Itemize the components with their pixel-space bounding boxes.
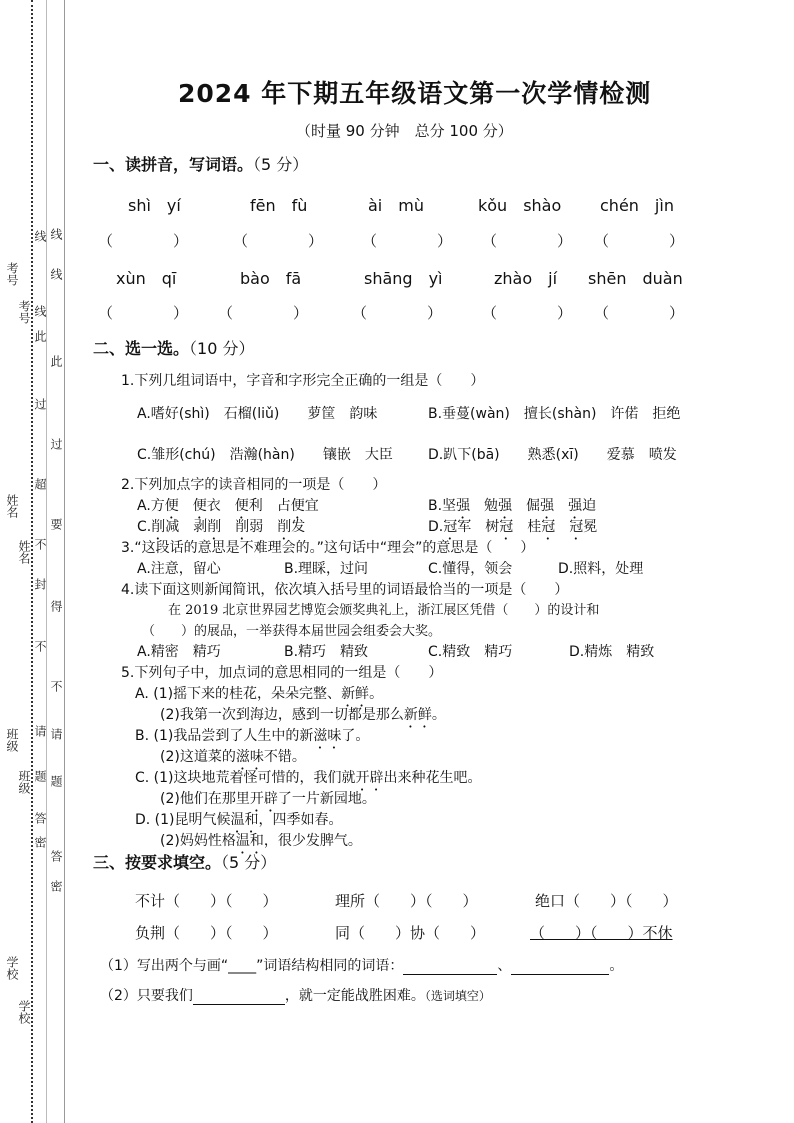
q5-stem: 5.下列句子中，加点词的意思相同的一组是（ ） bbox=[121, 665, 443, 681]
margin-seal-16: 请 bbox=[33, 725, 47, 737]
margin-dotted-line-1 bbox=[31, 0, 33, 1123]
section-2-heading: 二、选一选。（10 分） bbox=[93, 339, 255, 358]
answer-box-1-3[interactable]: （ ） bbox=[362, 232, 453, 250]
margin-label-name-2: 姓名 bbox=[17, 540, 31, 564]
q1-option-a[interactable]: A.嗜好(shì) 石榴(liǔ) 萝筐 韵味 bbox=[137, 406, 378, 422]
q4-option-a[interactable]: A.精密 精巧 bbox=[137, 644, 221, 660]
q3-stem: 3.“这段话的意思是不难理会的。”这句话中“理会”的意思是（ ） bbox=[121, 540, 535, 556]
q2-option-a[interactable]: A.方便 便衣 便利 占便宜 bbox=[137, 498, 319, 514]
q3-option-a[interactable]: A.注意，留心 bbox=[137, 561, 221, 577]
margin-seal-19: 题 bbox=[49, 775, 63, 787]
q5-option-c2: (2)他们在那里开辟了一片新园地。 bbox=[160, 791, 376, 807]
margin-seal-6: 此 bbox=[49, 355, 63, 367]
idiom-2[interactable]: 理所（ ）（ ） bbox=[335, 892, 478, 910]
margin-label-name-1: 姓名 bbox=[5, 494, 19, 518]
idiom-6-underlined[interactable]: （ ）（ ）不休 bbox=[530, 924, 673, 942]
q5-option-b2: (2)这道菜的滋味不错。 bbox=[160, 749, 306, 765]
idiom-3[interactable]: 绝口（ ）（ ） bbox=[535, 892, 678, 910]
margin-seal-9: 超 bbox=[33, 478, 47, 490]
pinyin-2-1: xùn qī bbox=[116, 269, 177, 288]
margin-line-2 bbox=[46, 0, 47, 1123]
margin-seal-22: 答 bbox=[49, 850, 63, 862]
q4-stem: 4.读下面这则新闻简讯，依次填入括号里的词语最恰当的一项是（ ） bbox=[121, 582, 569, 598]
idiom-4[interactable]: 负荆（ ）（ ） bbox=[135, 924, 278, 942]
q2-option-d[interactable]: D.冠军 树冠 桂冠 冠冕 bbox=[428, 519, 598, 535]
margin-seal-10: 要 bbox=[49, 518, 63, 530]
pinyin-2-3: shāng yì bbox=[364, 269, 443, 288]
fill-q1: （1）写出两个与画“____”词语结构相同的词语： 、 。 bbox=[100, 958, 624, 974]
margin-seal-7: 过 bbox=[33, 398, 47, 410]
fill-q2-blank[interactable] bbox=[193, 989, 285, 1005]
pinyin-1-1: shì yí bbox=[128, 196, 181, 215]
idiom-5[interactable]: 同（ ）协（ ） bbox=[335, 924, 486, 942]
q5-option-d2: (2)妈妈性格温和，很少发脾气。 bbox=[160, 833, 362, 849]
margin-seal-2: 线 bbox=[49, 228, 63, 240]
answer-box-2-4[interactable]: （ ） bbox=[482, 304, 573, 322]
margin-seal-12: 封 bbox=[33, 578, 47, 590]
answer-box-2-1[interactable]: （ ） bbox=[98, 304, 189, 322]
pinyin-2-4: zhào jí bbox=[494, 269, 558, 288]
q3-option-b[interactable]: B.理睬，过问 bbox=[284, 561, 369, 577]
q3-option-d[interactable]: D.照料，处理 bbox=[558, 561, 644, 577]
pinyin-1-2: fēn fù bbox=[250, 196, 308, 215]
margin-seal-11: 不 bbox=[33, 538, 47, 550]
margin-seal-21: 密 bbox=[33, 836, 47, 848]
q5-option-d1[interactable]: D. (1)昆明气候温和，四季如春。 bbox=[135, 812, 343, 828]
q5-option-c1[interactable]: C. (1)这块地荒着怪可惜的，我们就开辟出来种花生吧。 bbox=[135, 770, 482, 786]
q4-option-b[interactable]: B.精巧 精致 bbox=[284, 644, 369, 660]
fill-q1-blank-2[interactable] bbox=[511, 959, 609, 975]
margin-seal-1: 线 bbox=[33, 230, 47, 242]
margin-label-class-2: 班级 bbox=[17, 770, 31, 794]
margin-label-class-1: 班级 bbox=[5, 728, 19, 752]
margin-seal-5: 此 bbox=[33, 330, 47, 342]
margin-seal-17: 请 bbox=[49, 728, 63, 740]
fill-q2: （2）只要我们 ，就一定能战胜困难。（选词填空） bbox=[100, 988, 491, 1004]
q4-option-c[interactable]: C.精致 精巧 bbox=[428, 644, 513, 660]
fill-q1-blank-1[interactable] bbox=[403, 959, 497, 975]
section-3-heading: 三、按要求填空。（5 分） bbox=[93, 853, 277, 872]
answer-box-1-5[interactable]: （ ） bbox=[594, 232, 685, 250]
margin-seal-4: 线 bbox=[33, 305, 47, 317]
q3-option-c[interactable]: C.懂得，领会 bbox=[428, 561, 513, 577]
margin-seal-13: 得 bbox=[49, 600, 63, 612]
margin-label-school-2: 学校 bbox=[17, 1000, 31, 1024]
margin-seal-23: 密 bbox=[49, 880, 63, 892]
page-title: 2024 年下期五年级语文第一次学情检测 bbox=[178, 79, 652, 108]
q5-option-b1[interactable]: B. (1)我品尝到了人生中的新滋味了。 bbox=[135, 728, 370, 744]
answer-box-1-4[interactable]: （ ） bbox=[482, 232, 573, 250]
answer-box-1-2[interactable]: （ ） bbox=[233, 232, 324, 250]
q1-option-b[interactable]: B.垂蔓(wàn) 擅长(shàn) 许偌 拒绝 bbox=[428, 406, 681, 422]
q5-option-a1[interactable]: A. (1)摇下来的桂花，朵朵完整、新鲜。 bbox=[135, 686, 384, 702]
q2-option-b[interactable]: B.坚强 勉强 倔强 强迫 bbox=[428, 498, 597, 514]
margin-seal-18: 题 bbox=[33, 770, 47, 782]
q4-passage-line-2: （ ）的展品，一举获得本届世园会组委会大奖。 bbox=[142, 624, 442, 639]
q2-option-c[interactable]: C.削减 剥削 削弱 削发 bbox=[137, 519, 306, 535]
answer-box-2-3[interactable]: （ ） bbox=[352, 304, 443, 322]
q4-passage-line-1: 在 2019 北京世界园艺博览会颁奖典礼上，浙江展区凭借（ ）的设计和 bbox=[168, 603, 600, 618]
section-1-heading: 一、读拼音，写词语。（5 分） bbox=[93, 155, 309, 174]
pinyin-1-5: chén jìn bbox=[600, 196, 674, 215]
margin-label-kaohao-2: 考号 bbox=[17, 300, 31, 324]
q1-option-d[interactable]: D.趴下(bā) 熟悉(xī) 爱慕 喷发 bbox=[428, 447, 677, 463]
q4-option-d[interactable]: D.精炼 精致 bbox=[569, 644, 655, 660]
margin-seal-8: 过 bbox=[49, 438, 63, 450]
pinyin-1-3: ài mù bbox=[368, 196, 424, 215]
answer-box-2-2[interactable]: （ ） bbox=[218, 304, 309, 322]
pinyin-2-5: shēn duàn bbox=[588, 269, 683, 288]
q1-stem: 1.下列几组词语中，字音和字形完全正确的一组是（ ） bbox=[121, 373, 485, 389]
margin-seal-15: 不 bbox=[49, 680, 63, 692]
margin-seal-3: 线 bbox=[49, 268, 63, 280]
margin-label-school-1: 学校 bbox=[5, 956, 19, 980]
margin-label-kaohao-1: 考号 bbox=[5, 262, 19, 286]
q5-option-a2: (2)我第一次到海边，感到一切都是那么新鲜。 bbox=[160, 707, 446, 723]
page-subtitle: （时量 90 分钟 总分 100 分） bbox=[296, 122, 513, 140]
pinyin-1-4: kǒu shào bbox=[478, 196, 562, 215]
margin-seal-14: 不 bbox=[33, 640, 47, 652]
q1-option-c[interactable]: C.雏形(chú) 浩瀚(hàn) 镶嵌 大臣 bbox=[137, 447, 393, 463]
q2-stem: 2.下列加点字的读音相同的一项是（ ） bbox=[121, 477, 387, 493]
answer-box-1-1[interactable]: （ ） bbox=[98, 232, 189, 250]
margin-line-3 bbox=[64, 0, 65, 1123]
margin-seal-20: 答 bbox=[33, 812, 47, 824]
answer-box-2-5[interactable]: （ ） bbox=[594, 304, 685, 322]
pinyin-2-2: bào fā bbox=[240, 269, 302, 288]
idiom-1[interactable]: 不计（ ）（ ） bbox=[135, 892, 278, 910]
